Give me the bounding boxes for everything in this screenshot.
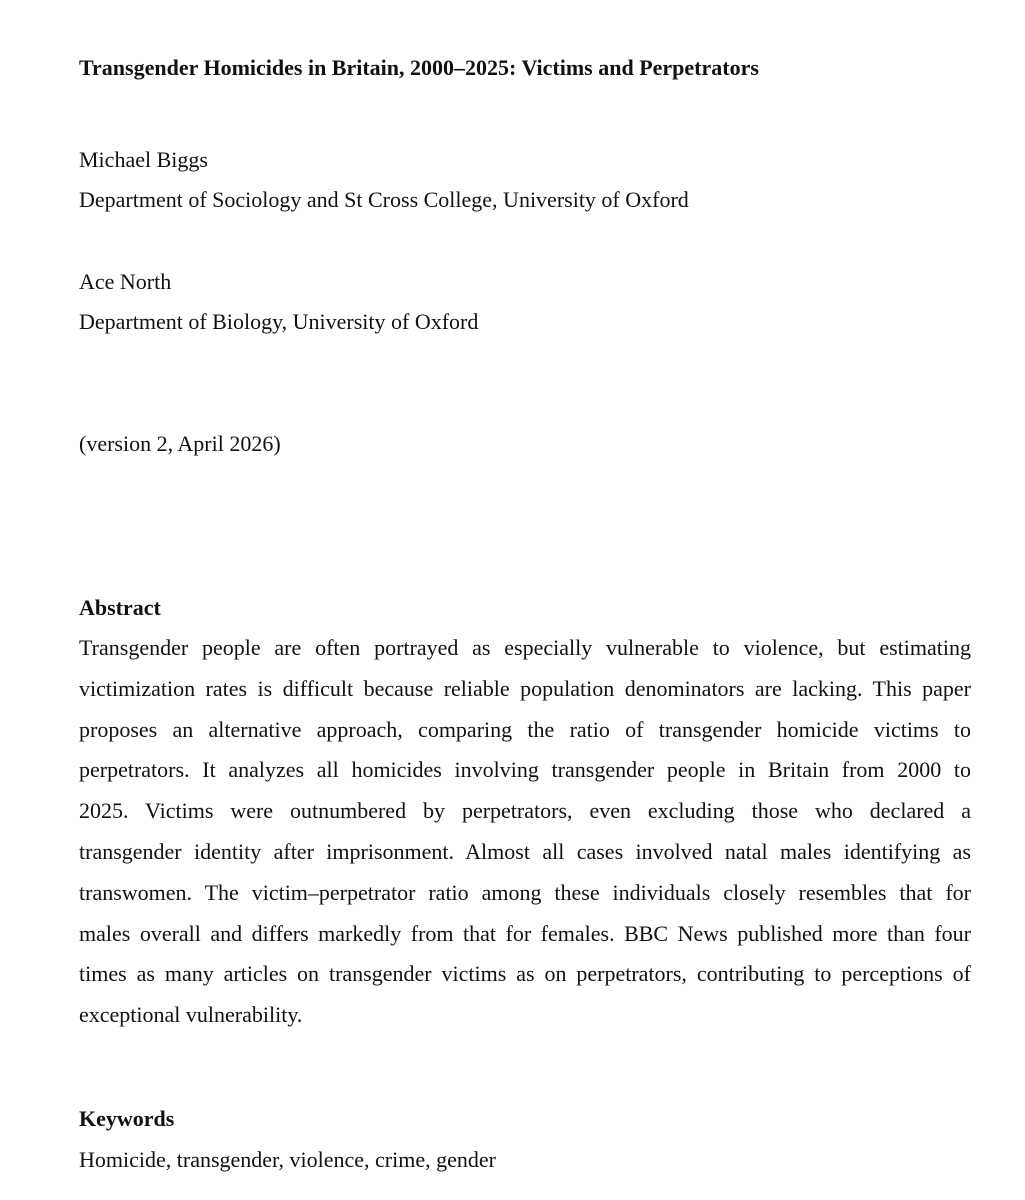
keywords-list: Homicide, transgender, violence, crime, gender	[79, 1147, 496, 1172]
abstract-line: 2025. Victims were outnumbered by perpetrators, even excluding those who declared a	[79, 798, 971, 824]
abstract-line: males overall and differs markedly from that for females. BBC News published more than four	[79, 920, 971, 946]
paper-title: Transgender Homicides in Britain, 2000–2025: Victims and Perpetrators	[79, 55, 759, 80]
abstract-line: Transgender people are often portrayed as especially vulnerable to violence, but estimating	[79, 635, 971, 660]
version-note: (version 2, April 2026)	[79, 431, 281, 456]
abstract-line: victimization rates is difficult because reliable population denominators are lacking. This paper	[79, 675, 971, 701]
abstract-heading: Abstract	[79, 595, 161, 620]
abstract-line: transwomen. The victim–perpetrator ratio among these individuals closely resembles that for	[79, 879, 971, 905]
author-name: Ace North	[79, 269, 172, 294]
author-name: Michael Biggs	[79, 147, 208, 172]
abstract-line: transgender identity after imprisonment. Almost all cases involved natal males identifying as	[79, 838, 971, 864]
keywords-heading: Keywords	[79, 1106, 175, 1131]
abstract-line: exceptional vulnerability.	[79, 1002, 303, 1028]
author-affiliation: Department of Biology, University of Oxford	[79, 309, 479, 334]
abstract-line: perpetrators. It analyzes all homicides involving transgender people in Britain from 2000 to	[79, 757, 971, 783]
abstract-body	[79, 634, 971, 1042]
abstract-line: times as many articles on transgender victims as on perpetrators, contributing to perceptions of	[79, 961, 971, 987]
author-affiliation: Department of Sociology and St Cross College, University of Oxford	[79, 187, 689, 212]
abstract-line: proposes an alternative approach, comparing the ratio of transgender homicide victims to	[79, 716, 971, 742]
